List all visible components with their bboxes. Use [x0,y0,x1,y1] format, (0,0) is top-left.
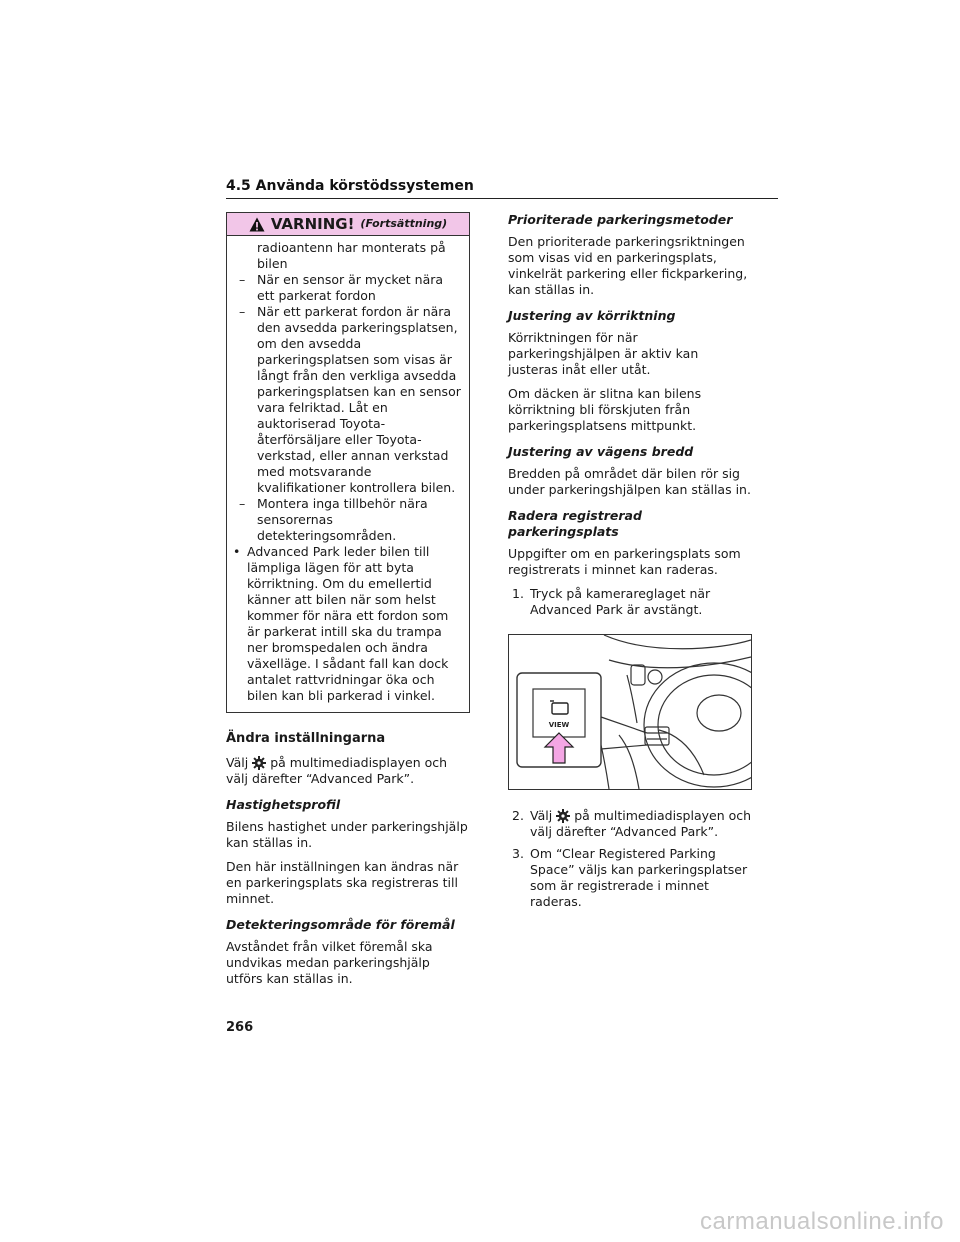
road-width-text: Bredden på området där bilen rör sig under parkeringshjälpen kan ställas in. [508,466,751,497]
delete-parking-text: Uppgifter om en parkeringsplats som registrerats i minnet kan raderas. [508,546,741,577]
warning-triangle-icon [249,217,265,232]
left-column [226,212,470,995]
steering-adjust-heading: Justering av körriktning [508,308,676,323]
detection-area-text: Avståndet från vilket föremål ska undvikas medan parkeringshjälp utförs kan ställas in. [226,939,433,986]
priority-parking-text: Den prioriterade parkeringsriktningen som visas vid en parkeringsplats, vinkelrät parkering eller fickparkering, kan ställas in. [508,234,748,297]
right-column [508,212,752,916]
detection-area-heading: Detekteringsområde för föremål [226,917,455,932]
camera-switch-figure [508,634,752,790]
warning-continuation: (Fortsättning) [360,217,448,230]
settings-intro: Välj på multimediadisplayen och välj därefter “Advanced Park”. [226,755,448,786]
watermark: carmanualsonline.info [700,1208,944,1235]
view-label: VIEW [548,721,570,729]
delete-parking-heading: Radera registrerad parkeringsplats [508,508,642,539]
steering-adjust-text: Körriktningen för när parkeringshjälpen är aktiv kan justeras inåt eller utåt. [508,330,699,377]
gear-icon [556,809,570,823]
warning-dash-item: – När en sensor är mycket nära ett parkerat fordon [239,272,444,303]
page-number: 266 [226,1020,254,1035]
warning-box [226,212,470,713]
speed-profile-heading: Hastighetsprofil [226,797,341,812]
warning-continued-text: radioantenn har monterats på bilen [257,240,446,271]
settings-heading: Ändra inställningarna [226,731,386,746]
step-2: 2. Välj på multimediadisplayen och välj därefter “Advanced Park”. [512,808,752,839]
warning-bullet-item: • Advanced Park leder bilen till lämpliga lägen för att byta körriktning. Om du emellertid känner att bilen när som helst kommer för nära ett fordon som är parkerat intill ska du trampa ner bromspedalen och ändra växelläge. I sådant fall kan dock antalet rattvridningar öka och bilen kan bli parkerad i vinkel. [233,544,449,703]
step-1: 1. Tryck på kamerareglaget när Advanced Park är avstängt. [512,586,711,617]
gear-icon [252,756,266,770]
priority-parking-heading: Prioriterade parkeringsmetoder [508,212,733,227]
step-3: 3. Om “Clear Registered Parking Space” väljs kan parkeringsplatser som är registrerade i minnet raderas. [512,846,748,909]
steering-adjust-note: Om däcken är slitna kan bilens körriktning bli förskjuten från parkeringsplatsens mittpunkt. [508,386,702,433]
warning-title: VARNING! [270,215,355,233]
warning-header [227,213,469,236]
road-width-heading: Justering av vägens bredd [508,444,694,459]
section-header: 4.5 Använda körstödssystemen [226,178,778,199]
dashboard-illustration [509,635,751,789]
speed-profile-note: Den här inställningen kan ändras när en parkeringsplats ska registreras till minnet. [226,859,459,906]
warning-dash-item: – När ett parkerat fordon är nära den avsedda parkeringsplatsen, om den avsedda parkeringsplatsen som visas är långt från den verkliga avsedda parkeringsplatsen kan en sensor vara felriktad. Låt en auktoriserad Toyota-återförsäljare eller Toyota-verkstad, eller annan verkstad med motsvarande kvalifikationer kontrollera bilen. [239,304,461,495]
warning-dash-item: – Montera inga tillbehör nära sensorernas detekteringsområden. [239,496,428,543]
speed-profile-text: Bilens hastighet under parkeringshjälp kan ställas in. [226,819,468,850]
warning-body [227,236,469,712]
